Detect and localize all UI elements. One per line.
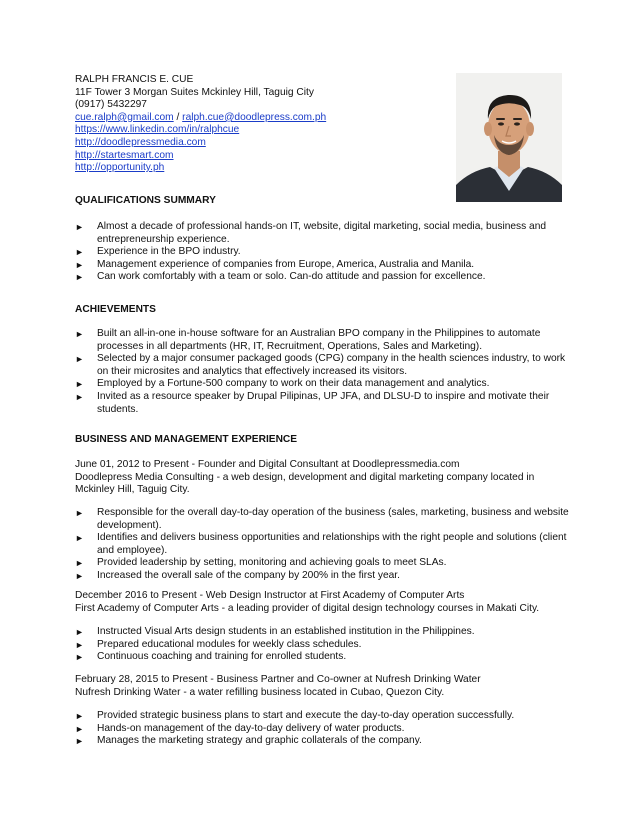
bullet-arrow-icon: ►: [75, 247, 84, 258]
list-item: ► Instructed Visual Arts design students in an established institution in the Philippines.: [75, 626, 475, 637]
job-description: Nufresh Drinking Water - a water refilling business located in Cubao, Quezon City.: [75, 686, 445, 698]
achievements-title: ACHIEVEMENTS: [75, 304, 156, 315]
list-item: ► Hands-on management of the day-to-day delivery of water products.: [75, 722, 405, 734]
job-heading: February 28, 2015 to Present - Business Partner and Co-owner at Nufresh Drinking Water: [75, 674, 481, 685]
bullet-arrow-icon: ►: [75, 508, 84, 518]
list-item: ► Selected by a major consumer packaged goods (CPG) company in the health sciences industry, to work on their microsites and analytics that effectively increased its visitors.: [75, 353, 566, 377]
job-description-cont: Mckinley Hill, Taguig City.: [75, 484, 190, 496]
job-heading: June 01, 2012 to Present - Founder and Digital Consultant at Doodlepressmedia.com: [75, 459, 460, 470]
job-heading: December 2016 to Present - Web Design Instructor at First Academy of Computer Arts: [75, 590, 465, 601]
contact-block: [75, 74, 455, 175]
email-line: [75, 112, 455, 125]
list-item: ► Invited as a resource speaker by Drupal Pilipinas, UP JFA, and DLSU-D to inspire and motivate their students.: [75, 390, 550, 415]
list-item: ► Provided leadership by setting, monitoring and achieving goals to meet SLAs.: [75, 557, 447, 569]
bullet-arrow-icon: ►: [75, 272, 84, 283]
bullet-arrow-icon: ►: [75, 627, 84, 637]
opportunity-link[interactable]: http://opportunity.ph: [75, 162, 165, 174]
list-item: ► Continuous coaching and training for enrolled students.: [75, 651, 347, 663]
list-item: ► Manages the marketing strategy and graphic collaterals of the company.: [75, 735, 422, 747]
bullet-arrow-icon: ►: [75, 723, 84, 734]
linkedin-link[interactable]: https://www.linkedin.com/in/ralphcue: [75, 124, 240, 136]
list-item: ► Management experience of companies from Europe, America, Australia and Manila.: [75, 258, 475, 270]
address: 11F Tower 3 Morgan Suites Mckinley Hill, Taguig City: [75, 86, 314, 98]
job-nufresh-header: [75, 674, 575, 699]
job-faca-list: [75, 626, 575, 664]
bullet-arrow-icon: ►: [75, 354, 84, 365]
bullet-arrow-icon: ►: [75, 329, 84, 339]
bullet-arrow-icon: ►: [75, 639, 84, 650]
bullet-arrow-icon: ►: [75, 570, 84, 581]
bullet-arrow-icon: ►: [75, 711, 84, 721]
list-item: ► Experience in the BPO industry.: [75, 246, 241, 258]
list-item: ► Prepared educational modules for weekly class schedules.: [75, 638, 362, 650]
full-name: RALPH FRANCIS E. CUE: [75, 74, 194, 85]
job-doodlepress-list: [75, 507, 575, 583]
experience-title: BUSINESS AND MANAGEMENT EXPERIENCE: [75, 434, 298, 445]
bullet-arrow-icon: ►: [75, 558, 84, 569]
list-item: ► Identifies and delivers business opportunities and relationships with the right people and solutions (client and employee).: [75, 532, 567, 556]
job-faca-header: [75, 590, 575, 615]
bullet-arrow-icon: ►: [75, 736, 84, 747]
job-doodlepress-header: [75, 459, 575, 497]
qualifications-list: [75, 221, 575, 284]
profile-photo-illustration: [456, 73, 562, 202]
achievements-list: [75, 328, 575, 416]
startesmart-link[interactable]: http://startesmart.com: [75, 149, 174, 161]
list-item: ► Built an all-in-one in-house software for an Australian BPO company in the Philippines to automate processes in all departments (HR, IT, Recruitment, Operations, Sales and Marketing).: [75, 328, 541, 352]
bullet-arrow-icon: ►: [75, 652, 84, 663]
list-item: ► Provided strategic business plans to start and execute the day-to-day operation successfully.: [75, 710, 515, 721]
bullet-arrow-icon: ►: [75, 391, 84, 402]
list-item: ► Increased the overall sale of the company by 200% in the first year.: [75, 569, 400, 581]
bullet-arrow-icon: ►: [75, 379, 84, 390]
bullet-arrow-icon: ►: [75, 259, 84, 270]
email-separator: /: [173, 111, 183, 123]
list-item: ► Responsible for the overall day-to-day operation of the business (sales, marketing, business and website development).: [75, 507, 569, 531]
bullet-arrow-icon: ►: [75, 222, 84, 232]
job-description: Doodlepress Media Consulting - a web design, development and digital marketing company located in: [75, 471, 535, 483]
bullet-arrow-icon: ►: [75, 533, 84, 544]
job-description: First Academy of Computer Arts - a leading provider of digital design technology courses in Makati City.: [75, 602, 540, 614]
list-item: ► Almost a decade of professional hands-on IT, website, digital marketing, social media, business and entrepreneurship experience.: [75, 221, 547, 245]
qualifications-title: QUALIFICATIONS SUMMARY: [75, 195, 216, 206]
email-link-personal[interactable]: cue.ralph@gmail.com: [75, 111, 174, 123]
job-nufresh-list: [75, 710, 575, 748]
doodlepress-link[interactable]: http://doodlepressmedia.com: [75, 136, 206, 148]
phone-number: (0917) 5432297: [75, 99, 147, 111]
list-item: ► Can work comfortably with a team or solo. Can-do attitude and passion for excellence.: [75, 271, 486, 283]
email-link-work[interactable]: ralph.cue@doodlepress.com.ph: [182, 111, 327, 123]
list-item: ► Employed by a Fortune-500 company to work on their data management and analytics.: [75, 378, 490, 390]
profile-photo: [456, 73, 562, 202]
